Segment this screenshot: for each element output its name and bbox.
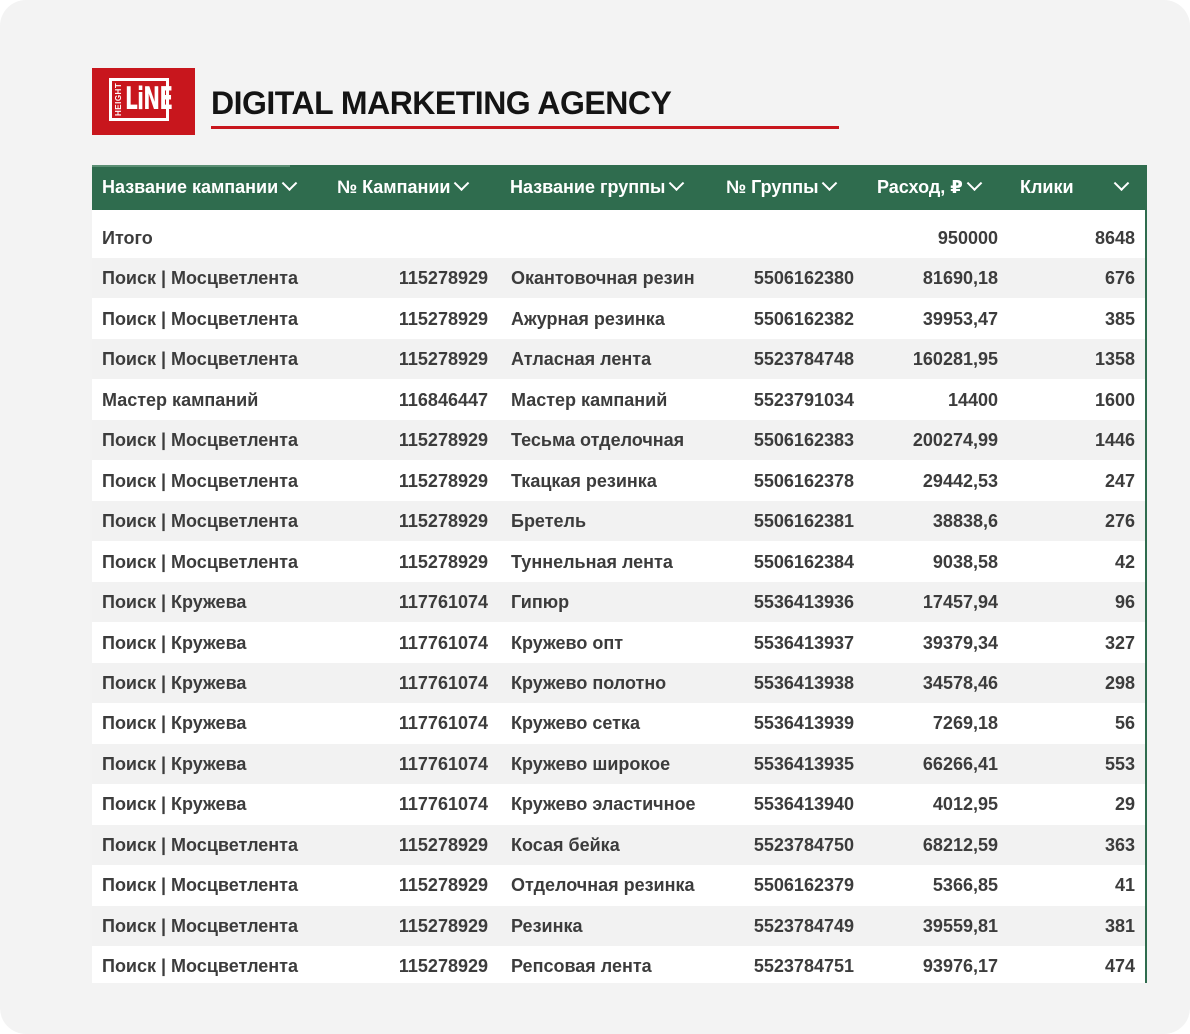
table-row[interactable] [92, 623, 1145, 663]
cell-campaign-name: Поиск | Кружева [102, 754, 247, 774]
cell-campaign-name: Поиск | Мосцветлента [102, 552, 298, 572]
cell-clicks: 42 [1114, 552, 1135, 572]
table-row[interactable] [92, 339, 1145, 379]
cell-group-name: Атласная лента [511, 349, 652, 369]
cell-group-id: 5506162381 [753, 511, 854, 531]
table-row[interactable] [92, 744, 1145, 784]
cell-spend: 39559,81 [922, 916, 998, 936]
cell-group-id: 5523784750 [753, 835, 854, 855]
cell-group-name: Ажурная резинка [511, 309, 665, 329]
cell-campaign-name: Поиск | Мосцветлента [102, 511, 298, 531]
cell-group-name: Отделочная резинка [511, 875, 695, 895]
total-row [92, 218, 1145, 258]
table-row[interactable] [92, 906, 1145, 946]
cell-spend: 17457,94 [922, 592, 998, 612]
column-header-label: Название группы [510, 177, 666, 197]
cell-group-name: Кружево полотно [511, 673, 667, 693]
cell-campaign-name: Поиск | Мосцветлента [102, 875, 298, 895]
cell-campaign-name: Поиск | Кружева [102, 633, 247, 653]
cell-clicks: 247 [1104, 471, 1135, 491]
title-underline [211, 126, 839, 129]
logo-small-text: HEIGHT [114, 82, 123, 117]
table-row[interactable] [92, 582, 1145, 622]
table-row[interactable] [92, 784, 1145, 824]
cell-clicks: 385 [1104, 309, 1135, 329]
total-clicks: 8648 [1094, 228, 1135, 248]
cell-group-id: 5536413938 [753, 673, 854, 693]
cell-campaign-name: Поиск | Кружева [102, 673, 247, 693]
column-header-label: Клики [1020, 177, 1074, 197]
table-row[interactable] [92, 703, 1145, 743]
cell-spend: 14400 [947, 390, 998, 410]
chevron-down-icon[interactable] [669, 175, 685, 191]
chevron-down-icon[interactable] [282, 175, 298, 191]
cell-group-id: 5506162382 [753, 309, 854, 329]
cell-spend: 9038,58 [932, 552, 998, 572]
cell-campaign-id: 117761074 [398, 754, 488, 774]
table-row[interactable] [92, 258, 1145, 298]
column-header-label: № Группы [726, 177, 819, 197]
cell-campaign-name: Поиск | Мосцветлента [102, 349, 298, 369]
cell-group-name: Ткацкая резинка [511, 471, 657, 491]
cell-group-id: 5506162378 [753, 471, 854, 491]
cell-clicks: 276 [1104, 511, 1135, 531]
cell-clicks: 553 [1104, 754, 1135, 774]
brand-logo [92, 68, 195, 135]
cell-campaign-name: Мастер кампаний [102, 390, 259, 410]
cell-group-id: 5506162379 [753, 875, 854, 895]
cell-group-name: Репсовая лента [511, 956, 652, 976]
cell-group-name: Мастер кампаний [511, 390, 668, 410]
cell-group-name: Бретель [511, 511, 587, 531]
cell-clicks: 1358 [1094, 349, 1135, 369]
cell-group-id: 5523784748 [753, 349, 854, 369]
column-header-label: № Кампании [337, 177, 451, 197]
table-row[interactable] [92, 501, 1145, 541]
cell-campaign-id: 117761074 [398, 592, 488, 612]
table-right-border [1145, 210, 1147, 983]
cell-campaign-id: 117761074 [398, 794, 488, 814]
chevron-down-icon[interactable] [822, 175, 838, 191]
cell-group-id: 5536413939 [753, 713, 854, 733]
cell-spend: 5366,85 [932, 875, 998, 895]
cell-clicks: 327 [1104, 633, 1135, 653]
cell-campaign-id: 115278929 [398, 511, 488, 531]
cell-spend: 93976,17 [922, 956, 998, 976]
chevron-down-icon[interactable] [967, 175, 983, 191]
cell-spend: 81690,18 [922, 268, 998, 288]
cell-group-name: Кружево опт [511, 633, 624, 653]
total-label: Итого [102, 228, 153, 248]
cell-campaign-name: Поиск | Кружева [102, 794, 247, 814]
total-spend: 950000 [937, 228, 998, 248]
agency-title: DIGITAL MARKETING AGENCY [211, 85, 672, 121]
cell-group-id: 5523791034 [753, 390, 854, 410]
cell-campaign-id: 115278929 [398, 309, 488, 329]
cell-clicks: 474 [1104, 956, 1135, 976]
cell-campaign-name: Поиск | Мосцветлента [102, 268, 298, 288]
cell-spend: 160281,95 [912, 349, 998, 369]
cell-campaign-name: Поиск | Мосцветлента [102, 835, 298, 855]
cell-spend: 200274,99 [912, 430, 998, 450]
column-header-label: Название кампании [102, 177, 279, 197]
cell-spend: 4012,95 [932, 794, 998, 814]
cell-group-name: Кружево широкое [511, 754, 671, 774]
cell-spend: 39379,34 [922, 633, 998, 653]
cell-group-id: 5506162384 [753, 552, 854, 572]
cell-group-name: Окантовочная резин [511, 268, 695, 288]
cell-group-id: 5536413935 [753, 754, 854, 774]
logo-big-text: LiNE [125, 81, 173, 117]
cell-group-id: 5523784749 [753, 916, 854, 936]
cell-campaign-id: 117761074 [398, 633, 488, 653]
cell-group-id: 5536413937 [753, 633, 854, 653]
cell-group-name: Косая бейка [511, 835, 620, 855]
cell-clicks: 96 [1114, 592, 1135, 612]
cell-clicks: 363 [1104, 835, 1135, 855]
cell-campaign-id: 115278929 [398, 916, 488, 936]
cell-campaign-id: 115278929 [398, 875, 488, 895]
cell-clicks: 29 [1114, 794, 1135, 814]
cell-group-name: Туннельная лента [511, 552, 673, 572]
cell-campaign-id: 115278929 [398, 349, 488, 369]
table-row[interactable] [92, 420, 1145, 460]
cell-spend: 29442,53 [922, 471, 998, 491]
cell-campaign-id: 117761074 [398, 673, 488, 693]
cell-group-name: Резинка [511, 916, 583, 936]
cell-group-name: Тесьма отделочная [511, 430, 685, 450]
table-row[interactable] [92, 663, 1145, 703]
cell-clicks: 1600 [1094, 390, 1135, 410]
cell-group-id: 5506162383 [753, 430, 854, 450]
cell-campaign-name: Поиск | Кружева [102, 592, 247, 612]
cell-group-id: 5506162380 [753, 268, 854, 288]
column-header-clicks[interactable] [1020, 165, 1135, 210]
cell-group-id: 5536413936 [753, 592, 854, 612]
cell-group-name: Кружево сетка [511, 713, 640, 733]
cell-campaign-id: 115278929 [398, 471, 488, 491]
cell-campaign-id: 115278929 [398, 835, 488, 855]
cell-campaign-name: Поиск | Мосцветлента [102, 430, 298, 450]
table-row[interactable] [92, 542, 1145, 582]
cell-campaign-id: 115278929 [398, 956, 488, 976]
cell-campaign-name: Поиск | Мосцветлента [102, 916, 298, 936]
table-row[interactable] [92, 946, 1145, 983]
cell-campaign-name: Поиск | Мосцветлента [102, 956, 298, 976]
cell-group-id: 5536413940 [753, 794, 854, 814]
cell-campaign-id: 117761074 [398, 713, 488, 733]
chevron-down-icon[interactable] [1114, 175, 1130, 191]
cell-clicks: 41 [1114, 875, 1135, 895]
table-row[interactable] [92, 825, 1145, 865]
cell-spend: 38838,6 [932, 511, 998, 531]
table-row[interactable] [92, 461, 1145, 501]
cell-campaign-id: 115278929 [398, 430, 488, 450]
table-row[interactable] [92, 299, 1145, 339]
table-row[interactable] [92, 380, 1145, 420]
cell-campaign-id: 115278929 [398, 268, 488, 288]
logo-frame [109, 78, 173, 121]
cell-clicks: 676 [1104, 268, 1135, 288]
table-row[interactable] [92, 865, 1145, 905]
cell-spend: 68212,59 [922, 835, 998, 855]
cell-spend: 39953,47 [922, 309, 998, 329]
cell-campaign-id: 115278929 [398, 552, 488, 572]
cell-group-id: 5523784751 [753, 956, 854, 976]
column-header-campaign-id[interactable] [337, 165, 497, 210]
cell-clicks: 298 [1104, 673, 1135, 693]
cell-spend: 7269,18 [932, 713, 998, 733]
chevron-down-icon[interactable] [454, 175, 470, 191]
column-header-group-name[interactable] [510, 165, 722, 210]
cell-spend: 66266,41 [922, 754, 998, 774]
cell-clicks: 381 [1104, 916, 1135, 936]
column-header-group-id[interactable] [726, 165, 856, 210]
cell-campaign-name: Поиск | Мосцветлента [102, 471, 298, 491]
table-header [92, 165, 1147, 210]
cell-campaign-name: Поиск | Кружева [102, 713, 247, 733]
cell-spend: 34578,46 [922, 673, 998, 693]
cell-group-name: Кружево эластичное [511, 794, 696, 814]
cell-campaign-id: 116846447 [398, 390, 488, 410]
column-header-label: Расход, ₽ [877, 177, 963, 197]
cell-clicks: 56 [1114, 713, 1135, 733]
cell-clicks: 1446 [1094, 430, 1135, 450]
column-header-spend[interactable] [877, 165, 1002, 210]
cell-campaign-name: Поиск | Мосцветлента [102, 309, 298, 329]
campaign-table [92, 165, 1147, 983]
cell-group-name: Гипюр [511, 592, 570, 612]
column-header-campaign-name[interactable] [102, 165, 324, 210]
